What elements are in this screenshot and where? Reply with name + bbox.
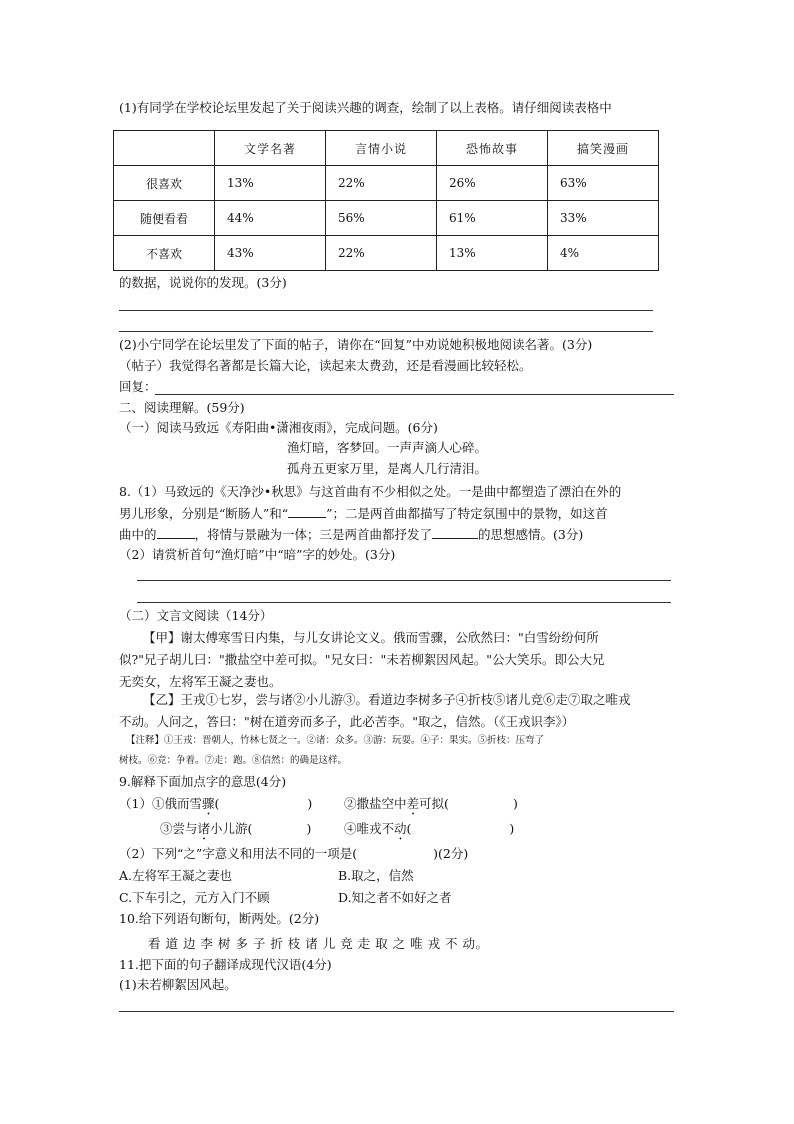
q9-item-2 (344, 794, 518, 818)
dotted-char: 差 (406, 796, 420, 811)
row-header: 随便看看 (114, 201, 215, 236)
dotted-char: 动 (394, 821, 407, 836)
section-title: 二、阅读理解。(59分) (119, 400, 245, 415)
table-cell: 44% (215, 201, 326, 236)
q9-item-4 (344, 819, 514, 843)
table-header-row (114, 131, 659, 166)
table-cell: 56% (326, 201, 437, 236)
q2-reply-label: 回复： (119, 379, 157, 394)
option-b[interactable]: B.取之，信然 (338, 868, 414, 883)
table-cell: 33% (548, 201, 659, 236)
table-cell: 13% (437, 236, 548, 271)
table-cell: 26% (437, 166, 548, 201)
q9-title: 9.解释下面加点字的意思(4分) (119, 774, 287, 789)
passage-jia-line: 似?"兄子胡儿曰："撒盐空中差可拟。"兄女曰："未若柳絮因风起。"公大笑乐。即公大兄 (119, 652, 605, 667)
answer-paren[interactable]: ( ) (406, 821, 515, 836)
table-cell: 22% (326, 166, 437, 201)
q8-line4: （2）请赏析首句“渔灯暗”中“暗”字的妙处。(3分) (119, 547, 396, 562)
answer-paren[interactable]: ( ) (352, 846, 439, 861)
classical-title: （二）文言文阅读（14分） (119, 608, 273, 623)
fill-blank[interactable] (157, 524, 195, 539)
table-cell: 63% (548, 166, 659, 201)
fill-blank[interactable] (432, 524, 478, 539)
table-cell: 43% (215, 236, 326, 271)
passage-yi-line: 不动。人问之，答曰："树在道旁而多子，此必苦李。"取之，信然。（《王戎识李》） (119, 714, 575, 729)
q9-text: （2）下列“之”字意义和用法不同的一项是 (119, 846, 353, 861)
q11-title: 11.把下面的句子翻译成现代汉语(4分) (119, 957, 332, 972)
poem-line: 孤舟五更家万里，是离人几行清泪。 (287, 461, 488, 476)
q2-post: （帖子）我觉得名著都是长篇大论，读起来太费劲，还是看漫画比较轻松。 (119, 358, 532, 373)
q2-prompt: (2)小宁同学在论坛里发了下面的帖子，请你在“回复”中劝说她积极地阅读名著。(3分) (119, 337, 593, 352)
q8-text: 曲中的 (119, 527, 157, 542)
survey-table (113, 130, 659, 271)
table-corner-cell (114, 131, 215, 166)
q9-text: ②撒盐空中 (344, 796, 407, 811)
table-cell: 4% (548, 236, 659, 271)
dotted-char: 骤 (201, 796, 215, 811)
q1-after-table: 的数据，说说你的发现。(3分) (119, 275, 287, 290)
answer-line[interactable] (137, 602, 671, 603)
answer-paren[interactable]: ( ) (247, 821, 312, 836)
q8-text: 男儿形象，分别是“断肠人”和“ (119, 506, 289, 521)
answer-line[interactable] (119, 331, 653, 332)
table-row (114, 236, 659, 271)
q9-item-3 (160, 819, 311, 843)
answer-paren[interactable]: ( ) (214, 796, 313, 811)
reply-answer-line[interactable] (155, 394, 674, 395)
q8-line1: 8.（1）马致远的《天净沙•秋思》与这首曲有不少相似之处。一是曲中都塑造了漂泊在外的 (119, 484, 622, 499)
part1-title: （一）阅读马致远《寿阳曲•潇湘夜雨》，完成问题。(6分) (119, 420, 438, 435)
q8-text: 的思想感情。(3分) (478, 527, 584, 542)
table-cell: 61% (437, 201, 548, 236)
table-row (114, 201, 659, 236)
passage-yi-line: 【乙】王戎①七岁，尝与诸②小儿游③。看道边李树多子④折枝⑤诸儿竞⑥走⑦取之唯戎 (143, 692, 631, 707)
answer-line[interactable] (119, 310, 653, 311)
annotation-line: 树枝。⑥竞：争着。⑦走：跑。⑧信然：的确是这样。 (119, 755, 348, 766)
passage-jia-line: 【甲】谢太傅寒雪日内集，与儿女讲论文义。俄而雪骤，公欣然曰："白雪纷纷何所 (143, 630, 599, 645)
row-header: 很喜欢 (114, 166, 215, 201)
table-cell: 22% (326, 236, 437, 271)
q11-item-1: (1)未若柳絮因风起。 (119, 977, 237, 992)
q10-title: 10.给下列语句断句，断两处。(2分) (119, 911, 320, 926)
q9-part2 (119, 844, 468, 864)
column-header: 文学名著 (215, 131, 326, 166)
table-cell: 13% (215, 166, 326, 201)
option-c[interactable]: C.下车引之，元方入门不顾 (119, 890, 270, 905)
q9-text: (2分) (438, 846, 469, 861)
q9-text: 小儿游 (210, 821, 248, 836)
column-header: 搞笑漫画 (548, 131, 659, 166)
q9-text: 可拟 (419, 796, 445, 811)
option-a[interactable]: A.左将军王凝之妻也 (119, 868, 233, 883)
dotted-char: 诸 (197, 821, 211, 836)
q9-item-1 (119, 794, 312, 818)
q1-intro: (1)有同学在学校论坛里发起了关于阅读兴趣的调查，绘制了以上表格。请仔细阅读表格中 (119, 100, 612, 115)
q9-text: （1）①俄而雪 (119, 796, 202, 811)
option-d[interactable]: D.知之者不如好之者 (338, 890, 452, 905)
row-header: 不喜欢 (114, 236, 215, 271)
table-row (114, 166, 659, 201)
passage-jia-line: 无奕女，左将军王凝之妻也。 (119, 674, 282, 689)
fill-blank[interactable] (288, 503, 326, 518)
q9-text: ③尝与 (160, 821, 198, 836)
column-header: 恐怖故事 (437, 131, 548, 166)
answer-line[interactable] (119, 1011, 674, 1012)
poem-line: 渔灯暗，客梦回。一声声滴人心碎。 (287, 440, 488, 455)
q8-line2 (119, 503, 608, 524)
q8-text: ，将情与景融为一体；三是两首曲都抒发了 (194, 527, 433, 542)
q8-line3 (119, 524, 583, 545)
answer-paren[interactable]: ( ) (444, 796, 518, 811)
q8-text: ”；二是两首曲都描写了特定氛围中的景物，如这首 (326, 506, 608, 521)
q10-sentence: 看 道 边 李 树 多 子 折 枝 诸 儿 竞 走 取 之 唯 戎 不 动。 (148, 936, 489, 951)
answer-line[interactable] (137, 580, 671, 581)
annotation-line: 【注释】①王戎：晋朝人，竹林七贤之一。②诸：众多。③游：玩耍。④子：果实。⑤折枝：压弯了 (126, 735, 545, 746)
q9-text: ④唯戎不 (344, 821, 395, 836)
column-header: 言情小说 (326, 131, 437, 166)
